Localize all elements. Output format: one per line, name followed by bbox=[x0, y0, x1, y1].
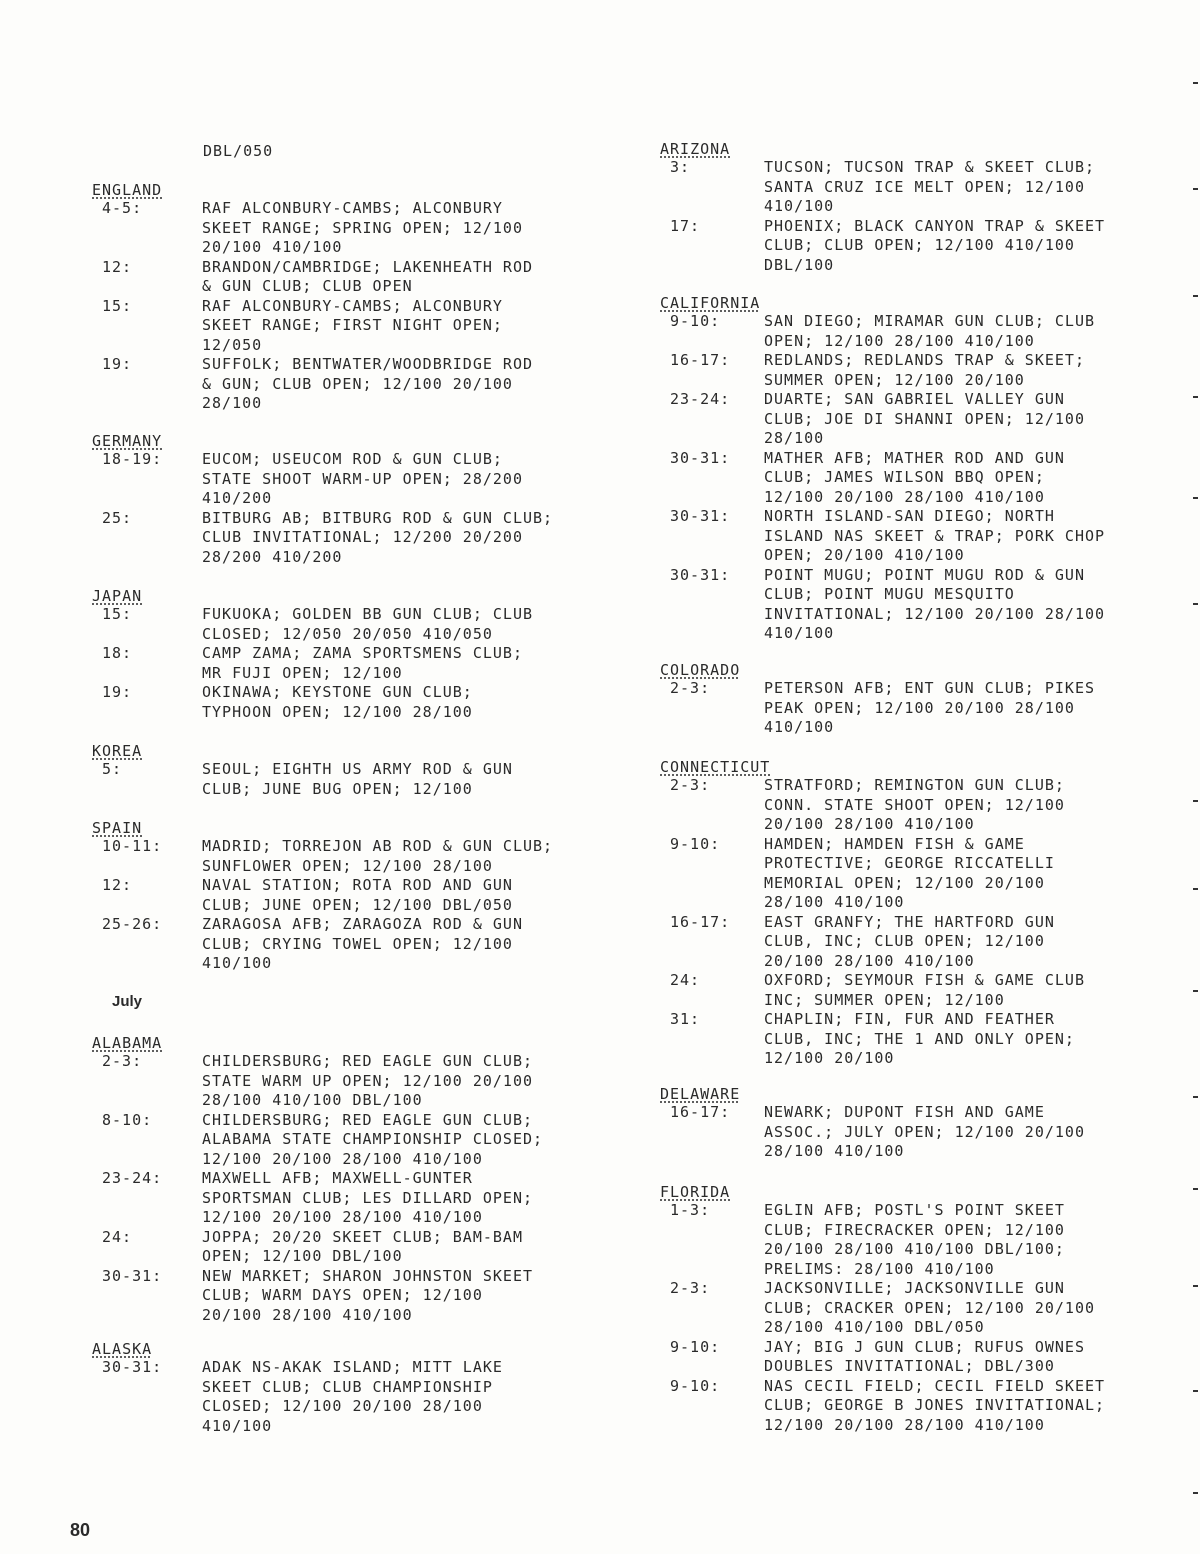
list-item bbox=[92, 876, 632, 915]
section-heading: KOREA bbox=[92, 742, 143, 760]
event-date: 30-31: bbox=[670, 507, 731, 525]
event-date: 31: bbox=[670, 1010, 701, 1028]
event-text: NEW MARKET; SHARON JOHNSTON SKEET CLUB; WARM DAYS OPEN; 12/100 20/100 28/100 410/100 bbox=[202, 1266, 534, 1324]
event-text: NAS CECIL FIELD; CECIL FIELD SKEET CLUB; GEORGE B JONES INVITATIONAL; 12/100 20/100 28/100 410/100 bbox=[764, 1376, 1106, 1434]
event-text: OKINAWA; KEYSTONE GUN CLUB; TYPHOON OPEN; 12/100 28/100 bbox=[202, 683, 473, 721]
section-alabama bbox=[92, 1034, 632, 1325]
event-text: NORTH ISLAND-SAN DIEGO; NORTH ISLAND NAS SKEET & TRAP; PORK CHOP OPEN; 20/100 410/100 bbox=[764, 507, 1106, 564]
event-date: 9-10: bbox=[670, 1337, 721, 1356]
list-item bbox=[660, 312, 1180, 351]
event-date: 23-24: bbox=[102, 1169, 163, 1187]
list-item bbox=[92, 258, 632, 297]
event-date: 25-26: bbox=[102, 915, 163, 933]
event-date: 15: bbox=[102, 605, 133, 623]
section-heading: ALABAMA bbox=[92, 1034, 163, 1052]
section-heading: FLORIDA bbox=[660, 1183, 731, 1201]
margin-mark bbox=[1193, 990, 1198, 992]
margin-mark bbox=[1193, 1285, 1198, 1287]
list-item bbox=[92, 1267, 632, 1326]
event-date: 10-11: bbox=[102, 837, 163, 855]
list-item bbox=[660, 835, 1180, 913]
event-text: ZARAGOSA AFB; ZARAGOZA ROD & GUN CLUB; CRYING TOWEL OPEN; 12/100 410/100 bbox=[202, 915, 523, 972]
section-heading: GERMANY bbox=[92, 432, 163, 450]
section-england bbox=[92, 181, 632, 414]
list-item bbox=[660, 507, 1180, 566]
event-date: 30-31: bbox=[670, 565, 731, 584]
list-item bbox=[660, 776, 1180, 835]
list-item bbox=[660, 351, 1180, 390]
section-arizona bbox=[660, 140, 1180, 275]
list-item bbox=[92, 1052, 632, 1111]
event-text: HAMDEN; HAMDEN FISH & GAME PROTECTIVE; GEORGE RICCATELLI MEMORIAL OPEN; 12/100 20/100 28/100 410/100 bbox=[764, 834, 1055, 911]
event-date: 1-3: bbox=[670, 1201, 711, 1219]
event-text: SUFFOLK; BENTWATER/WOODBRIDGE ROD & GUN; CLUB OPEN; 12/100 20/100 28/100 bbox=[202, 355, 534, 412]
list-item bbox=[92, 837, 632, 876]
margin-mark bbox=[1193, 396, 1198, 398]
event-date: 2-3: bbox=[102, 1052, 143, 1070]
section-heading: ALASKA bbox=[92, 1340, 153, 1358]
event-date: 17: bbox=[670, 216, 701, 235]
event-text: RAF ALCONBURY-CAMBS; ALCONBURY SKEET RANGE; FIRST NIGHT OPEN; 12/050 bbox=[202, 296, 503, 354]
list-item bbox=[660, 679, 1180, 738]
event-date: 30-31: bbox=[102, 1358, 163, 1376]
list-item bbox=[660, 449, 1180, 508]
list-item bbox=[660, 913, 1180, 972]
section-heading: JAPAN bbox=[92, 587, 143, 605]
event-date: 3: bbox=[670, 158, 691, 176]
margin-mark bbox=[1193, 295, 1198, 297]
list-item bbox=[92, 644, 632, 683]
list-item bbox=[660, 1103, 1180, 1162]
event-text: MADRID; TORREJON AB ROD & GUN CLUB; SUNFLOWER OPEN; 12/100 28/100 bbox=[202, 837, 554, 875]
event-text: FUKUOKA; GOLDEN BB GUN CLUB; CLUB CLOSED; 12/050 20/050 410/050 bbox=[202, 605, 534, 643]
section-korea bbox=[92, 742, 632, 799]
event-date: 8-10: bbox=[102, 1110, 153, 1129]
event-date: 12: bbox=[102, 876, 133, 894]
event-date: 23-24: bbox=[670, 390, 731, 408]
section-heading: SPAIN bbox=[92, 819, 143, 837]
list-item bbox=[660, 1377, 1180, 1436]
event-text: BRANDON/CAMBRIDGE; LAKENHEATH ROD & GUN CLUB; CLUB OPEN bbox=[202, 257, 534, 295]
list-item bbox=[660, 1338, 1180, 1377]
event-text: NEWARK; DUPONT FISH AND GAME ASSOC.; JULY OPEN; 12/100 20/100 28/100 410/100 bbox=[764, 1103, 1085, 1160]
event-date: 2-3: bbox=[670, 679, 711, 697]
list-item bbox=[660, 1279, 1180, 1338]
list-item bbox=[660, 1010, 1180, 1069]
section-connecticut bbox=[660, 758, 1180, 1069]
event-date: 5: bbox=[102, 760, 123, 778]
section-delaware bbox=[660, 1085, 1180, 1162]
event-date: 16-17: bbox=[670, 912, 731, 931]
event-date: 18: bbox=[102, 644, 133, 662]
list-item bbox=[92, 1358, 632, 1436]
list-item bbox=[92, 450, 632, 509]
event-text: PETERSON AFB; ENT GUN CLUB; PIKES PEAK OPEN; 12/100 20/100 28/100 410/100 bbox=[764, 679, 1096, 736]
section-spain bbox=[92, 819, 632, 974]
section-heading: ENGLAND bbox=[92, 181, 163, 199]
margin-mark bbox=[1193, 82, 1198, 84]
section-japan bbox=[92, 587, 632, 722]
list-item bbox=[660, 390, 1180, 449]
event-date: 30-31: bbox=[102, 1266, 163, 1285]
event-date: 18-19: bbox=[102, 450, 163, 468]
event-date: 19: bbox=[102, 355, 133, 373]
event-date: 9-10: bbox=[670, 312, 721, 330]
margin-mark bbox=[1193, 1188, 1198, 1190]
event-text: CHAPLIN; FIN, FUR AND FEATHER CLUB, INC; THE 1 AND ONLY OPEN; 12/100 20/100 bbox=[764, 1010, 1075, 1067]
section-heading: CALIFORNIA bbox=[660, 294, 761, 312]
section-heading: COLORADO bbox=[660, 661, 741, 679]
event-date: 2-3: bbox=[670, 1279, 711, 1297]
margin-mark bbox=[1193, 188, 1198, 190]
event-text: OXFORD; SEYMOUR FISH & GAME CLUB INC; SUMMER OPEN; 12/100 bbox=[764, 971, 1085, 1009]
event-date: 2-3: bbox=[670, 776, 711, 794]
list-item bbox=[660, 1201, 1180, 1279]
event-text: POINT MUGU; POINT MUGU ROD & GUN CLUB; POINT MUGU MESQUITO INVITATIONAL; 12/100 20/100 28/100 410/100 bbox=[764, 565, 1106, 642]
event-text: SEOUL; EIGHTH US ARMY ROD & GUN CLUB; JUNE BUG OPEN; 12/100 bbox=[202, 760, 513, 798]
list-item bbox=[92, 683, 632, 722]
list-item bbox=[92, 509, 632, 568]
event-date: 16-17: bbox=[670, 1103, 731, 1121]
event-text: NAVAL STATION; ROTA ROD AND GUN CLUB; JUNE OPEN; 12/100 DBL/050 bbox=[202, 876, 513, 914]
event-text: MATHER AFB; MATHER ROD AND GUN CLUB; JAMES WILSON BBQ OPEN; 12/100 20/100 28/100 410/100 bbox=[764, 448, 1065, 506]
list-item bbox=[660, 971, 1180, 1010]
event-date: 12: bbox=[102, 257, 133, 276]
section-heading: CONNECTICUT bbox=[660, 758, 771, 776]
margin-mark bbox=[1193, 800, 1198, 802]
section-heading: DELAWARE bbox=[660, 1085, 741, 1103]
event-date: 24: bbox=[102, 1227, 133, 1246]
event-date: 9-10: bbox=[670, 834, 721, 853]
event-text: REDLANDS; REDLANDS TRAP & SKEET; SUMMER OPEN; 12/100 20/100 bbox=[764, 351, 1085, 389]
list-item bbox=[660, 217, 1180, 276]
event-text: CHILDERSBURG; RED EAGLE GUN CLUB; STATE WARM UP OPEN; 12/100 20/100 28/100 410/100 DBL/100 bbox=[202, 1052, 534, 1109]
list-item bbox=[92, 199, 632, 258]
event-text: DUARTE; SAN GABRIEL VALLEY GUN CLUB; JOE DI SHANNI OPEN; 12/100 28/100 bbox=[764, 390, 1085, 447]
month-label: July bbox=[112, 993, 143, 1010]
section-germany bbox=[92, 432, 632, 567]
event-date: 30-31: bbox=[670, 448, 731, 467]
list-item bbox=[92, 1228, 632, 1267]
list-item bbox=[660, 158, 1180, 217]
event-text: JAY; BIG J GUN CLUB; RUFUS OWNES DOUBLES INVITATIONAL; DBL/300 bbox=[764, 1337, 1085, 1375]
event-text: TUCSON; TUCSON TRAP & SKEET CLUB; SANTA CRUZ ICE MELT OPEN; 12/100 410/100 bbox=[764, 158, 1096, 215]
event-text: PHOENIX; BLACK CANYON TRAP & SKEET CLUB; CLUB OPEN; 12/100 410/100 DBL/100 bbox=[764, 216, 1106, 274]
margin-mark bbox=[1193, 1492, 1198, 1494]
section-alaska bbox=[92, 1340, 632, 1436]
list-item bbox=[660, 566, 1180, 644]
list-item bbox=[92, 1169, 632, 1228]
page-number: 80 bbox=[70, 1520, 91, 1540]
event-text: CAMP ZAMA; ZAMA SPORTSMENS CLUB; MR FUJI OPEN; 12/100 bbox=[202, 644, 523, 682]
event-text: JACKSONVILLE; JACKSONVILLE GUN CLUB; CRACKER OPEN; 12/100 20/100 28/100 410/100 DBL/050 bbox=[764, 1279, 1096, 1336]
section-colorado bbox=[660, 661, 1180, 738]
event-text: EGLIN AFB; POSTL'S POINT SKEET CLUB; FIRECRACKER OPEN; 12/100 20/100 28/100 410/100 DBL/100; PRELIMS: 28/100 410/100 bbox=[764, 1201, 1065, 1278]
event-text: SAN DIEGO; MIRAMAR GUN CLUB; CLUB OPEN; 12/100 28/100 410/100 bbox=[764, 312, 1096, 350]
event-text: EUCOM; USEUCOM ROD & GUN CLUB; STATE SHOOT WARM-UP OPEN; 28/200 410/200 bbox=[202, 450, 523, 507]
list-item bbox=[92, 760, 632, 799]
event-text: MAXWELL AFB; MAXWELL-GUNTER SPORTSMAN CLUB; LES DILLARD OPEN; 12/100 20/100 28/100 410/100 bbox=[202, 1169, 534, 1226]
event-date: 15: bbox=[102, 296, 133, 315]
event-text: RAF ALCONBURY-CAMBS; ALCONBURY SKEET RANGE; SPRING OPEN; 12/100 20/100 410/100 bbox=[202, 199, 523, 256]
list-item bbox=[92, 915, 632, 974]
event-date: 25: bbox=[102, 508, 133, 527]
event-date: 4-5: bbox=[102, 199, 143, 217]
event-text: CHILDERSBURG; RED EAGLE GUN CLUB; ALABAMA STATE CHAMPIONSHIP CLOSED; 12/100 20/100 28/100 410/100 bbox=[202, 1110, 544, 1168]
margin-mark bbox=[1193, 1096, 1198, 1098]
event-date: 16-17: bbox=[670, 351, 731, 369]
event-text: EAST GRANFY; THE HARTFORD GUN CLUB, INC; CLUB OPEN; 12/100 20/100 28/100 410/100 bbox=[764, 912, 1055, 970]
margin-mark bbox=[1193, 1390, 1198, 1392]
event-text: JOPPA; 20/20 SKEET CLUB; BAM-BAM OPEN; 12/100 DBL/100 bbox=[202, 1227, 523, 1265]
event-date: 24: bbox=[670, 971, 701, 989]
event-text: STRATFORD; REMINGTON GUN CLUB; CONN. STATE SHOOT OPEN; 12/100 20/100 28/100 410/100 bbox=[764, 776, 1065, 833]
margin-mark bbox=[1193, 497, 1198, 499]
event-text: BITBURG AB; BITBURG ROD & GUN CLUB; CLUB INVITATIONAL; 12/200 20/200 28/200 410/200 bbox=[202, 508, 554, 566]
section-florida bbox=[660, 1183, 1180, 1435]
section-california bbox=[660, 294, 1180, 644]
section-heading: ARIZONA bbox=[660, 140, 731, 158]
margin-mark bbox=[1193, 888, 1198, 890]
event-date: 9-10: bbox=[670, 1376, 721, 1395]
list-item bbox=[92, 297, 632, 356]
margin-mark bbox=[1193, 603, 1198, 605]
list-item bbox=[92, 355, 632, 414]
event-text: ADAK NS-AKAK ISLAND; MITT LAKE SKEET CLUB; CLUB CHAMPIONSHIP CLOSED; 12/100 20/100 28/100 410/100 bbox=[202, 1358, 503, 1435]
list-item bbox=[92, 1111, 632, 1170]
carryover-line: DBL/050 bbox=[203, 142, 274, 160]
list-item bbox=[92, 605, 632, 644]
event-date: 19: bbox=[102, 683, 133, 701]
